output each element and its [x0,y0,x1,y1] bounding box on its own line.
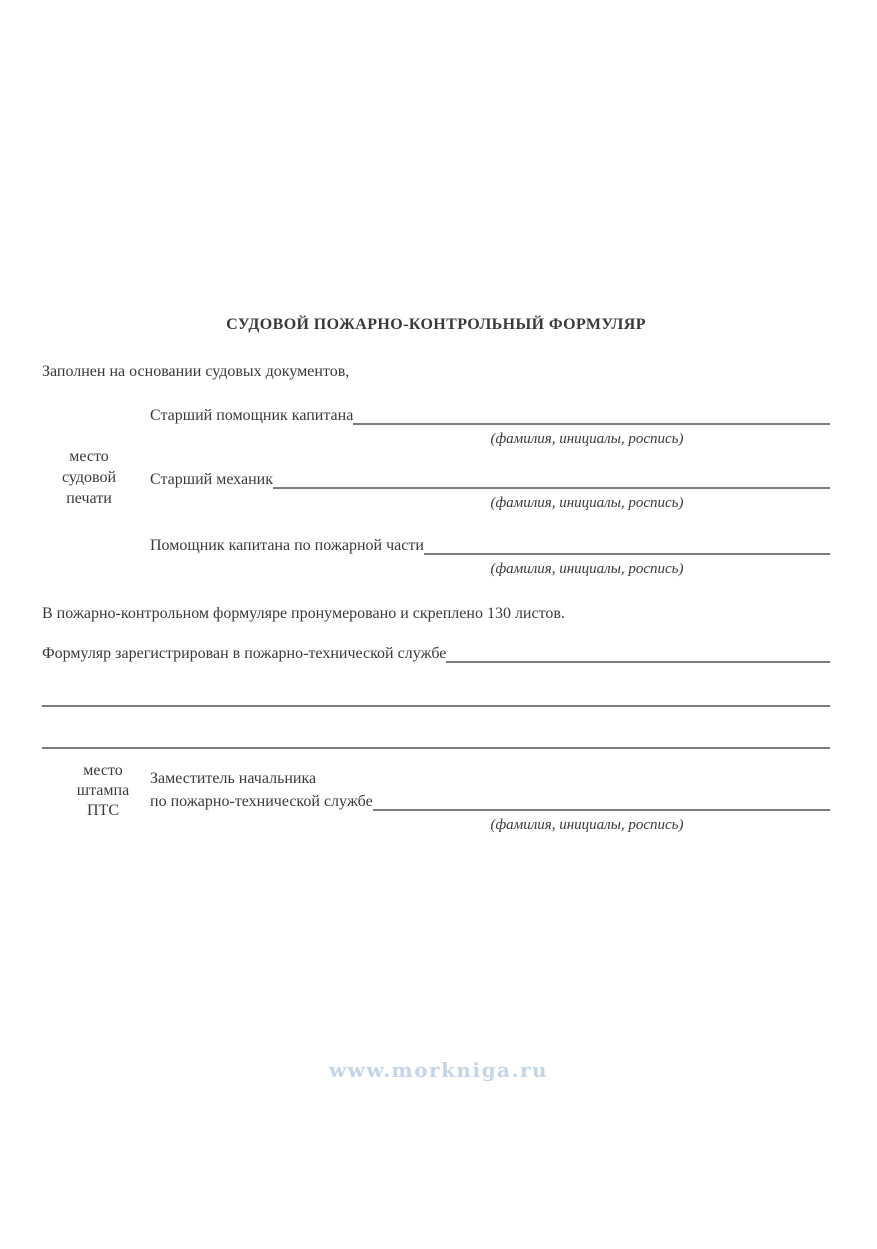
site-watermark: www.morkniga.ru [328,1058,549,1082]
deputy-title-line: Заместитель начальника [150,770,317,787]
registration-row [42,645,830,663]
blank-write-in-line [42,747,830,749]
pts-stamp-line: штампа [76,782,130,799]
deputy-service-label: по пожарно-технической службе [150,793,373,810]
signature-blank-line [273,471,830,489]
seal-stamp-line: печати [66,490,112,507]
signature-row-fire-officer [150,537,830,555]
signature-row-chief-engineer [150,471,830,489]
document-title: СУДОВОЙ ПОЖАРНО-КОНТРОЛЬНЫЙ ФОРМУЛЯР [226,316,646,333]
signature-hint: (фамилия, инициалы, роспись) [490,561,684,577]
registration-label: Формуляр зарегистрирован в пожарно-технической службе [42,645,447,662]
pts-stamp-line: место [83,762,123,779]
deputy-signature-row [150,793,830,811]
signature-blank-line [353,407,830,425]
signature-label: Старший помощник капитана [150,407,354,424]
signature-label: Помощник капитана по пожарной части [150,537,424,554]
pts-stamp-placeholder [65,761,141,821]
registration-blank-line [446,645,830,663]
signature-label: Старший механик [150,471,273,488]
signature-blank-line [373,793,830,811]
signature-hint: (фамилия, инициалы, роспись) [490,431,684,447]
seal-stamp-line: судовой [61,469,117,486]
pts-stamp-line: ПТС [87,802,119,819]
seal-stamp-placeholder [50,446,128,509]
blank-write-in-line [42,705,830,707]
signature-blank-line [424,537,830,555]
sheets-statement: В пожарно-контрольном формуляре пронумеровано и скреплено 130 листов. [42,605,565,622]
intro-statement: Заполнен на основании судовых документов, [42,363,350,380]
signature-hint: (фамилия, инициалы, роспись) [490,817,684,833]
seal-stamp-line: место [69,448,109,465]
signature-hint: (фамилия, инициалы, роспись) [490,495,684,511]
signature-row-chief-mate [150,407,830,425]
